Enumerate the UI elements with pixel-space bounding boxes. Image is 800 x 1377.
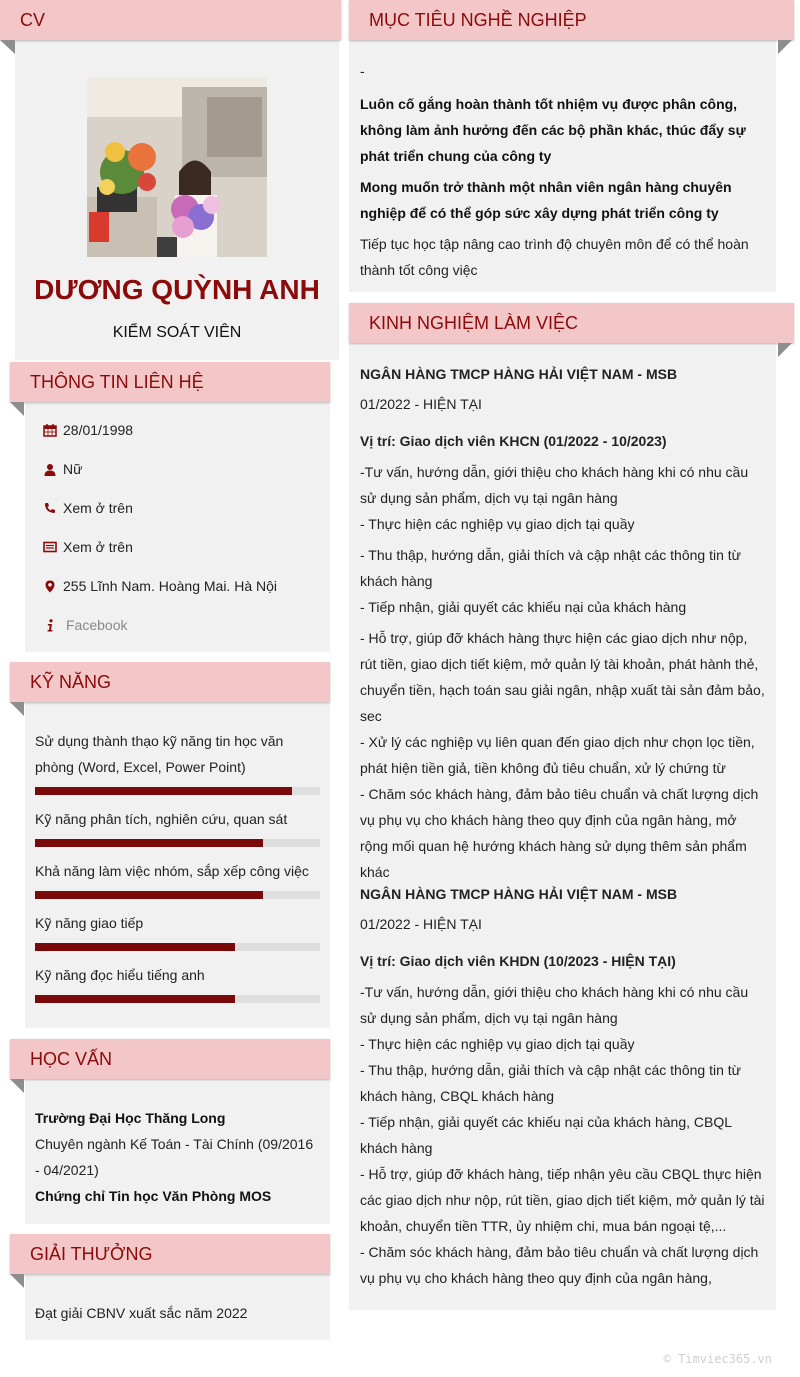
education-certificate: Chứng chỉ Tin học Văn Phòng MOS xyxy=(35,1188,272,1204)
job-duty: -Tư vấn, hướng dẫn, giới thiệu cho khách hàng khi có nhu cầu sử dụng sản phẩm, dịch vụ tại ngân hàng xyxy=(360,464,749,506)
job-duty: - Xử lý các nghiệp vụ liên quan đến giao dịch như chọn lọc tiền, phát hiện tiền giả, tiền không đủ tiêu chuẩn, xử lý chứng từ xyxy=(360,734,755,776)
education-major: Chuyên ngành Kế Toán - Tài Chính (09/2016 - 04/2021) xyxy=(35,1136,314,1178)
info-icon xyxy=(42,617,58,633)
job-duty: - Tiếp nhận, giải quyết các khiếu nại của khách hàng xyxy=(360,599,687,615)
address-value: 255 Lĩnh Nam. Hoàng Mai. Hà Nội xyxy=(63,578,277,594)
skill-bar xyxy=(35,839,320,847)
profile-role: KIỂM SOÁT VIÊN xyxy=(112,324,242,341)
heading-fold xyxy=(10,1274,24,1288)
job-duty: - Hỗ trợ, giúp đỡ khách hàng, tiếp nhận yêu cầu CBQL thực hiện các giao dịch như nộp, rút tiền, giao dịch tiết kiệm, mở quản lý tài khoản, chuyển tiền TTR, ủy nhiệm chi, mua bán ngoại tệ,... xyxy=(360,1166,765,1234)
objective-heading: MỤC TIÊU NGHỀ NGHIỆP xyxy=(349,0,794,40)
birthday-value: 28/01/1998 xyxy=(63,422,134,438)
skill-label: Sử dụng thành thạo kỹ năng tin học văn phòng (Word, Excel, Power Point) xyxy=(35,733,284,775)
skill-bar xyxy=(35,891,320,899)
cv-heading: CV xyxy=(0,0,341,40)
skill-bar xyxy=(35,787,320,795)
job-duty: - Hỗ trợ, giúp đỡ khách hàng thực hiện các giao dịch như nộp, rút tiền, giao dịch tiết kiệm, mở quản lý tài khoản, phát hành thẻ, chuyển tiền, hạch toán sau giải ngân, nhập xuất tài sản đảm bảo, sec xyxy=(360,630,765,724)
skill-bar xyxy=(35,995,320,1003)
heading-fold xyxy=(10,402,24,416)
education-heading: HỌC VẤN xyxy=(10,1039,330,1079)
heading-fold xyxy=(10,702,24,716)
profile-name: DƯƠNG QUỲNH ANH xyxy=(34,274,320,305)
objective-paragraph: Mong muốn trở thành một nhân viên ngân hàng chuyên nghiệp để có thể góp sức xây dựng phát triển công ty xyxy=(360,179,732,221)
job-position: Vị trí: Giao dịch viên KHCN (01/2022 - 10/2023) xyxy=(360,433,667,449)
job-duty: - Thực hiện các nghiệp vụ giao dịch tại quầy xyxy=(360,1036,635,1052)
job-company: NGÂN HÀNG TMCP HÀNG HẢI VIỆT NAM - MSB xyxy=(360,366,678,382)
contact-birthday xyxy=(42,417,133,443)
profile-photo xyxy=(87,77,267,257)
objective-dash: - xyxy=(360,63,365,79)
calendar-icon xyxy=(42,422,58,438)
skill-label: Kỹ năng phân tích, nghiên cứu, quan sát xyxy=(35,811,288,827)
envelope-icon xyxy=(42,539,58,555)
job-duty: - Thu thập, hướng dẫn, giải thích và cập nhật các thông tin từ khách hàng, CBQL khách hàng xyxy=(360,1062,742,1104)
skills-heading: KỸ NĂNG xyxy=(10,662,330,702)
experience-heading: KINH NGHIỆM LÀM VIỆC xyxy=(349,303,794,343)
skill-bar-fill xyxy=(35,891,263,899)
job-duty: - Thực hiện các nghiệp vụ giao dịch tại quầy xyxy=(360,516,635,532)
skill-label: Khả năng làm việc nhóm, sắp xếp công việc xyxy=(35,863,309,879)
skill-bar xyxy=(35,943,320,951)
heading-fold xyxy=(0,40,15,54)
heading-fold xyxy=(778,343,792,357)
contact-facebook[interactable] xyxy=(42,612,127,638)
footer-watermark: © Timviec365.vn xyxy=(663,1352,772,1366)
skill-bar-fill xyxy=(35,839,263,847)
objective-paragraph: Tiếp tục học tập nâng cao trình độ chuyên môn để có thể hoàn thành tốt công việc xyxy=(360,236,749,278)
job-position: Vị trí: Giao dịch viên KHDN (10/2023 - HIỆN TẠI) xyxy=(360,953,676,969)
phone-icon xyxy=(42,500,58,516)
contact-email xyxy=(42,534,133,560)
skill-bar-fill xyxy=(35,995,235,1003)
facebook-link[interactable]: Facebook xyxy=(66,617,128,633)
job-company: NGÂN HÀNG TMCP HÀNG HẢI VIỆT NAM - MSB xyxy=(360,886,678,902)
objective-paragraph: Luôn cố gắng hoàn thành tốt nhiệm vụ được phân công, không làm ảnh hưởng đến các bộ phần khác, thúc đẩy sự phát triển chung của công ty xyxy=(360,96,746,164)
job-duty: - Tiếp nhận, giải quyết các khiếu nại của khách hàng, CBQL khách hàng xyxy=(360,1114,732,1156)
skill-bar-fill xyxy=(35,943,235,951)
email-value: Xem ở trên xyxy=(63,539,133,555)
skill-bar-fill xyxy=(35,787,292,795)
job-duty: - Chăm sóc khách hàng, đảm bảo tiêu chuẩn và chất lượng dịch vụ phụ vụ cho khách hàng theo quy định của ngân hàng, xyxy=(360,1244,759,1286)
contact-address xyxy=(42,573,277,599)
phone-value: Xem ở trên xyxy=(63,500,133,516)
gender-value: Nữ xyxy=(63,461,83,477)
skill-label: Kỹ năng đọc hiểu tiếng anh xyxy=(35,967,205,983)
contact-gender xyxy=(42,456,82,482)
job-period: 01/2022 - HIỆN TẠI xyxy=(360,916,482,932)
contact-phone xyxy=(42,495,133,521)
heading-fold xyxy=(10,1079,24,1093)
job-duty: - Thu thập, hướng dẫn, giải thích và cập nhật các thông tin từ khách hàng xyxy=(360,547,742,589)
contact-heading: THÔNG TIN LIÊN HỆ xyxy=(10,362,330,402)
job-period: 01/2022 - HIỆN TẠI xyxy=(360,396,482,412)
user-icon xyxy=(42,461,58,477)
job-duty: - Chăm sóc khách hàng, đảm bảo tiêu chuẩn và chất lượng dịch vụ phụ vụ cho khách hàng theo quy định của ngân hàng, mở rộng mối quan hệ hướng khách hàng sử dụng thêm sản phẩm khác xyxy=(360,786,759,880)
skill-label: Kỹ năng giao tiếp xyxy=(35,915,144,931)
map-pin-icon xyxy=(42,578,58,594)
education-school: Trường Đại Học Thăng Long xyxy=(35,1110,226,1126)
job-duty: -Tư vấn, hướng dẫn, giới thiệu cho khách hàng khi có nhu cầu sử dụng sản phẩm, dịch vụ tại ngân hàng xyxy=(360,984,749,1026)
heading-fold xyxy=(778,40,792,54)
awards-heading: GIẢI THƯỞNG xyxy=(10,1234,330,1274)
award-item: Đạt giải CBNV xuất sắc năm 2022 xyxy=(35,1305,248,1321)
